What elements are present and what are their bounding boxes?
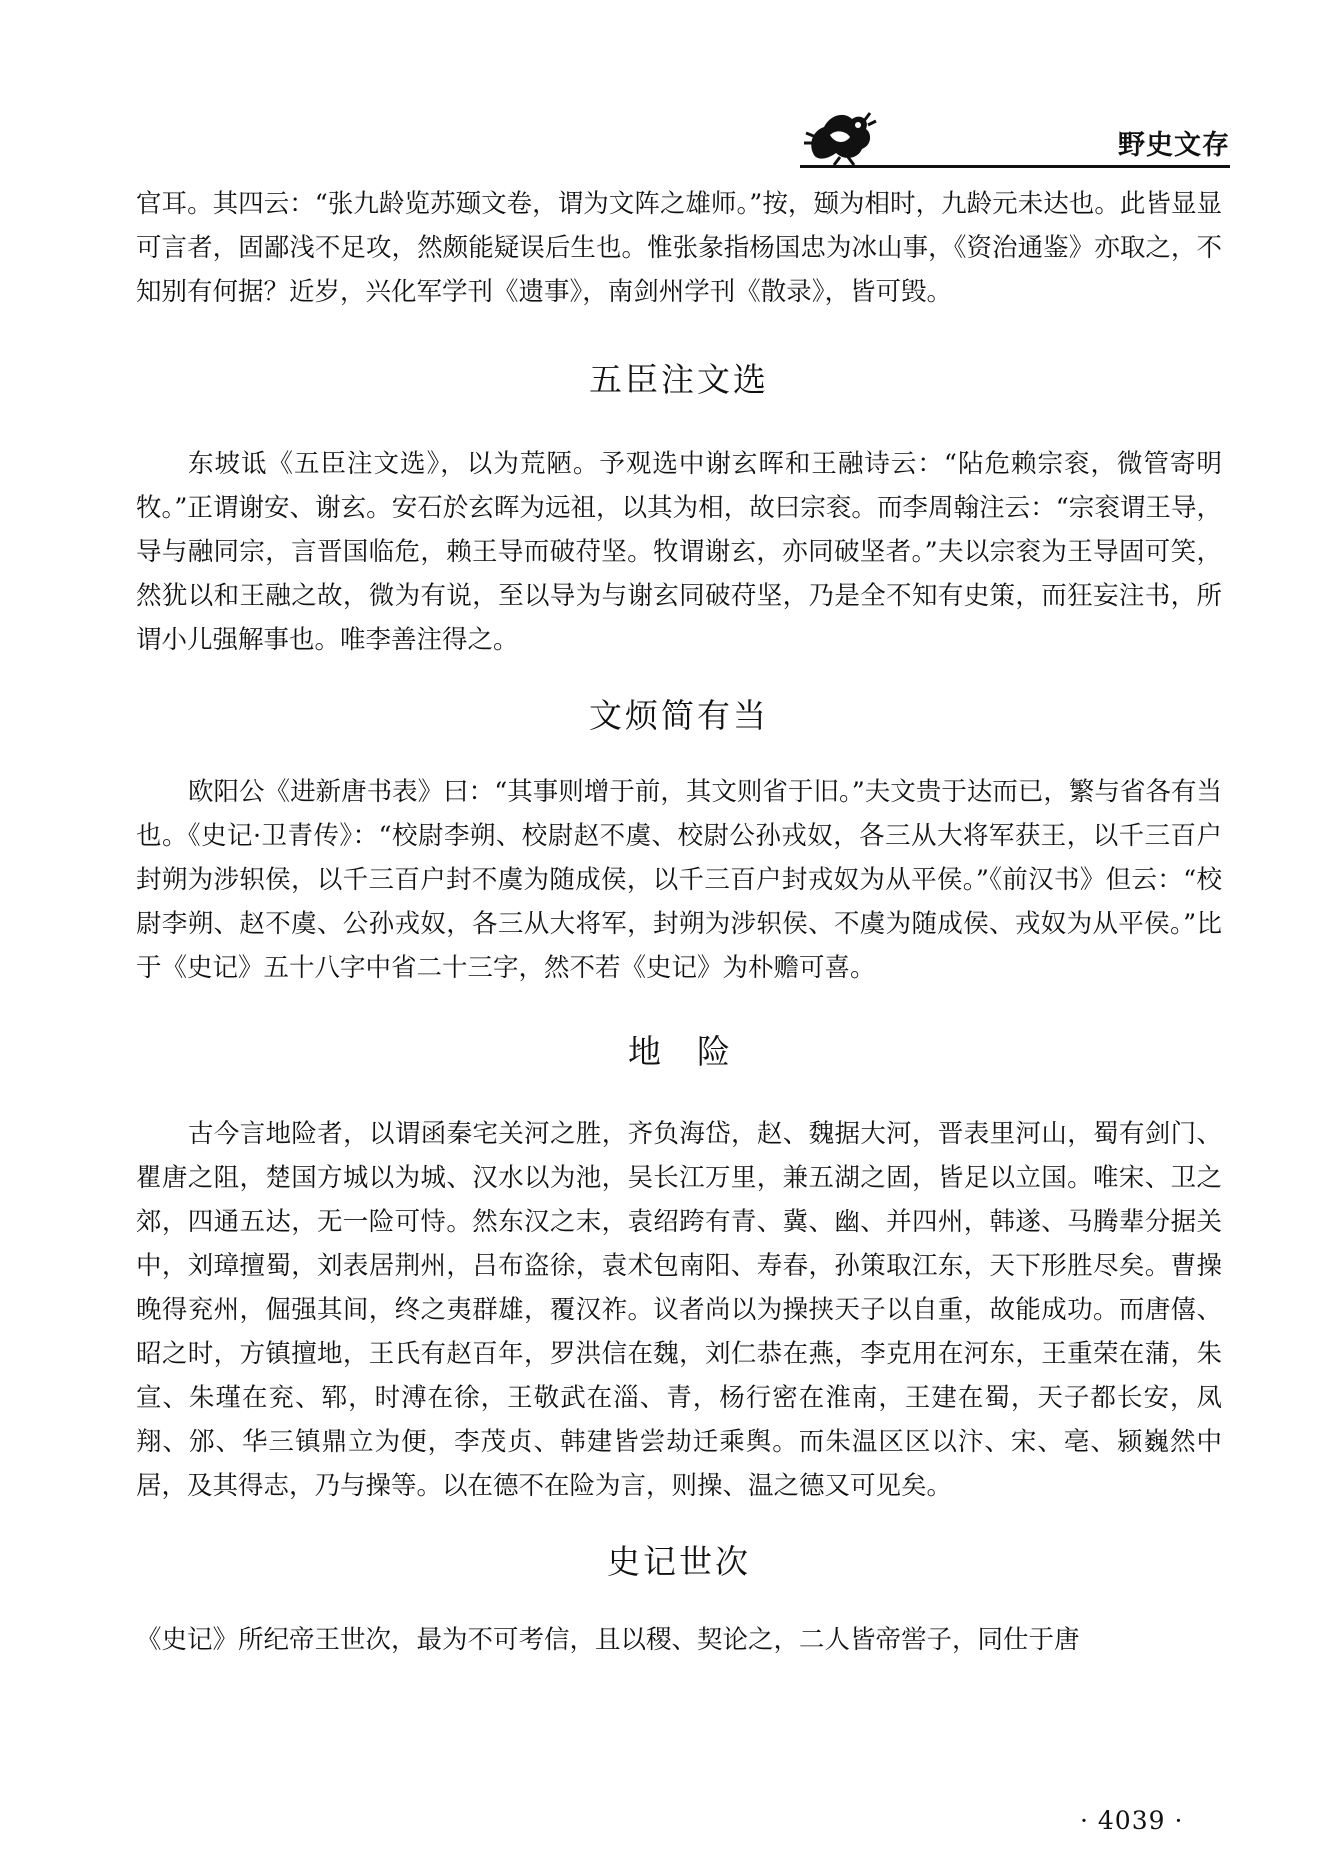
section-title-wenfan: 文烦简有当: [589, 696, 769, 735]
section-body-dixian: 古今言地险者，以谓函秦宅关河之胜，齐负海岱，赵、魏据大河，晋表里河山，蜀有剑门、瞿唐之阻，楚国方城以为城、汉水以为池，吴长江万里，兼五湖之固，皆足以立国。唯宋、卫之郊，四通五达，无一险可恃。然东汉之末，袁绍跨有青、冀、幽、并四州，韩遂、马腾辈分据关中，刘璋擅蜀，刘表居荆州，吕布盗徐，袁术包南阳、寿春，孙策取江东，天下形胜尽矣。曹操晚得兖州，倔强其间，终之夷群雄，覆汉祚。议者尚以为操挟天子以自重，故能成功。而唐僖、昭之时，方镇擅地，王氏有赵百年，罗洪信在魏，刘仁恭在燕，李克用在河东，王重荣在蒲，朱宣、朱瑾在兖、郓，时溥在徐，王敬武在淄、青，杨行密在淮南，王建在蜀，天子都长安，凤翔、邠、华三镇鼎立为便，李茂贞、韩建皆尝劫迁乘舆。而朱温区区以汴、宋、亳、颍巍然中居，及其得志，乃与操等。以在德不在险为言，则操、温之德又可见矣。: [136, 1119, 1222, 1501]
running-header: [800, 105, 1230, 167]
section-title-dixian: 地险: [628, 1032, 766, 1071]
section-body-wuchen: 东坡诋《五臣注文选》，以为荒陋。予观选中谢玄晖和王融诗云：“阽危赖宗衮，微管寄明牧。”正谓谢安、谢玄。安石於玄晖为远祖，以其为相，故曰宗衮。而李周翰注云：“宗衮谓王导，导与融同宗，言晋国临危，赖王导而破苻坚。牧谓谢玄，亦同破坚者。”夫以宗衮为王导固可笑，然犹以和王融之故，微为有说，至以导为与谢玄同破苻坚，乃是全不知有史策，而狂妄注书，所谓小儿强解事也。唯李善注得之。: [136, 449, 1222, 655]
page-number: · 4039 ·: [1080, 1806, 1184, 1835]
section-body-shiji: 《史记》所纪帝王世次，最为不可考信，且以稷、契论之，二人皆帝喾子，同仕于唐: [136, 1625, 1080, 1655]
continued-paragraph: 官耳。其四云：“张九龄览苏颋文卷，谓为文阵之雄师。”按，颋为相时，九龄元未达也。此皆显显可言者，固鄙浅不足攻，然颇能疑误后生也。惟张彖指杨国忠为冰山事，《资治通鉴》亦取之，不知别有何据？近岁，兴化军学刊《遗事》，南剑州学刊《散录》，皆可毁。: [136, 189, 1222, 307]
dragon-emblem-icon: [800, 105, 880, 165]
section-title-shiji: 史记世次: [607, 1542, 751, 1581]
header-rule: [800, 165, 1230, 168]
header-title: 野史文存: [1118, 130, 1230, 161]
page-body: [136, 182, 1222, 1662]
section-title-wuchen: 五臣注文选: [589, 360, 769, 399]
section-body-wenfan: 欧阳公《进新唐书表》曰：“其事则增于前，其文则省于旧。”夫文贵于达而已，繁与省各有当也。《史记·卫青传》：“校尉李朔、校尉赵不虞、校尉公孙戎奴，各三从大将军获王，以千三百户封朔为涉轵侯，以千三百户封不虞为随成侯，以千三百户封戎奴为从平侯。”《前汉书》但云：“校尉李朔、赵不虞、公孙戎奴，各三从大将军，封朔为涉轵侯、不虞为随成侯、戎奴为从平侯。”比于《史记》五十八字中省二十三字，然不若《史记》为朴赡可喜。: [136, 777, 1222, 983]
